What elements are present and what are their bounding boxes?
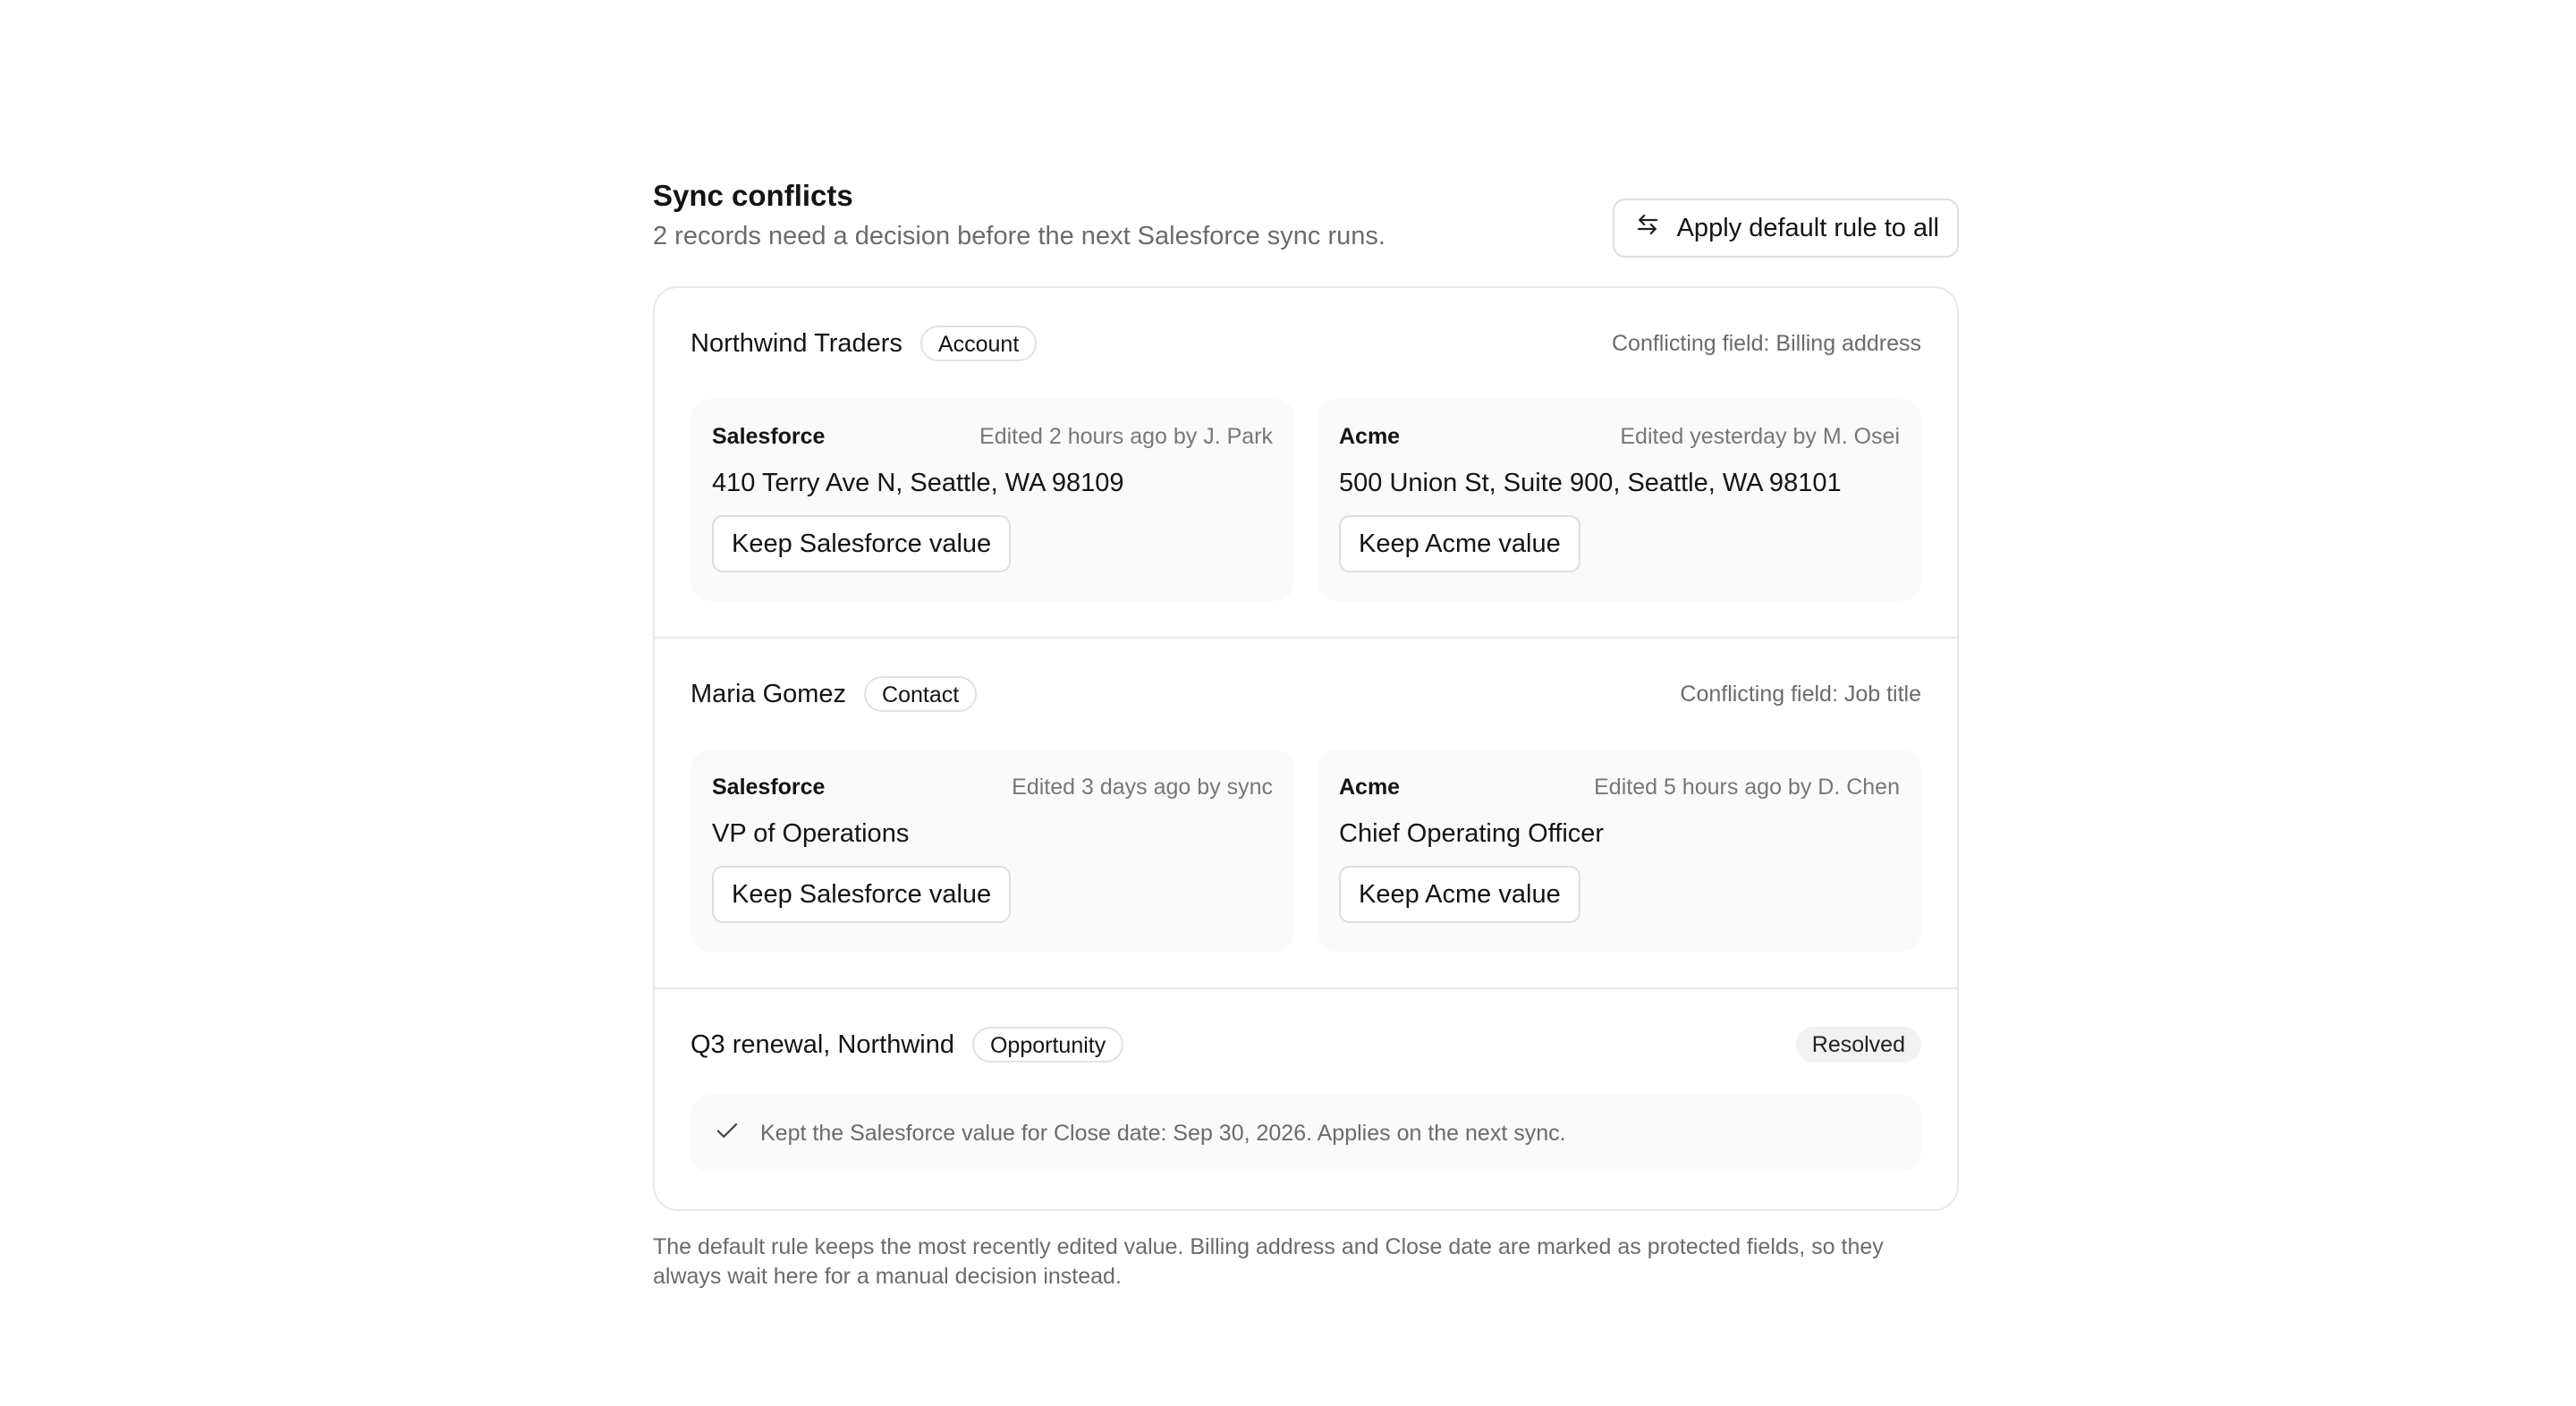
apply-default-rule-label: Apply default rule to all — [1676, 213, 1939, 242]
swap-arrows-icon — [1634, 211, 1661, 245]
source-name: Acme — [1339, 423, 1401, 449]
record-header — [691, 324, 1921, 363]
conflict-record — [655, 637, 1957, 987]
page-subtitle: 2 records need a decision before the next Salesforce sync runs. — [653, 222, 1385, 250]
source-name: Salesforce — [712, 423, 826, 449]
field-value: 410 Terry Ave N, Seattle, WA 98109 — [712, 469, 1124, 497]
record-type-tag: Contact — [864, 676, 977, 712]
acme-value-panel — [1318, 750, 1921, 952]
field-value: 500 Union St, Suite 900, Seattle, WA 98101 — [1339, 469, 1842, 497]
keep-salesforce-value-button[interactable]: Keep Salesforce value — [712, 515, 1011, 572]
keep-acme-value-button[interactable]: Keep Acme value — [1339, 866, 1580, 923]
value-columns — [691, 399, 1921, 601]
header — [653, 175, 1959, 258]
edited-meta: Edited 5 hours ago by D. Chen — [1594, 774, 1900, 800]
page-title: Sync conflicts — [653, 179, 853, 212]
edited-meta: Edited 3 days ago by sync — [1012, 774, 1273, 800]
record-type-tag: Opportunity — [972, 1027, 1123, 1063]
field-value: Chief Operating Officer — [1339, 819, 1605, 848]
header-text — [653, 175, 1385, 254]
conflict-record — [655, 288, 1957, 637]
keep-salesforce-value-button[interactable]: Keep Salesforce value — [712, 866, 1011, 923]
record-name: Maria Gomez — [691, 679, 847, 708]
resolved-record — [655, 987, 1957, 1209]
default-rule-footnote: The default rule keeps the most recently edited value. Billing address and Close date are marked as protected fields, so they always wait here for a manual decision instead. — [653, 1234, 1884, 1289]
sync-conflicts-panel — [653, 175, 1959, 1292]
status-badge: Resolved — [1796, 1027, 1921, 1063]
record-name: Q3 renewal, Northwind — [691, 1029, 954, 1059]
field-value: VP of Operations — [712, 819, 910, 848]
record-header — [691, 674, 1921, 714]
conflicts-card — [653, 286, 1959, 1211]
value-columns — [691, 750, 1921, 952]
resolution-note — [691, 1095, 1921, 1172]
edited-meta: Edited yesterday by M. Osei — [1620, 423, 1900, 449]
acme-value-panel — [1318, 399, 1921, 601]
edited-meta: Edited 2 hours ago by J. Park — [979, 423, 1273, 449]
record-name: Northwind Traders — [691, 328, 902, 358]
salesforce-value-panel — [691, 750, 1294, 952]
record-type-tag: Account — [920, 326, 1037, 361]
apply-default-rule-button[interactable] — [1613, 199, 1959, 258]
record-title-group — [691, 1027, 1123, 1063]
source-name: Salesforce — [712, 774, 826, 800]
record-title-group — [691, 326, 1037, 361]
conflicting-field: Conflicting field: Billing address — [1611, 330, 1921, 356]
record-title-group — [691, 676, 977, 712]
keep-acme-value-button[interactable]: Keep Acme value — [1339, 515, 1580, 572]
conflicting-field: Conflicting field: Job title — [1680, 681, 1921, 707]
checkmark-icon — [714, 1117, 741, 1150]
salesforce-value-panel — [691, 399, 1294, 601]
resolution-note-text: Kept the Salesforce value for Close date: Sep 30, 2026. Applies on the next sync. — [760, 1120, 1566, 1146]
source-name: Acme — [1339, 774, 1401, 800]
record-header — [691, 1025, 1921, 1064]
